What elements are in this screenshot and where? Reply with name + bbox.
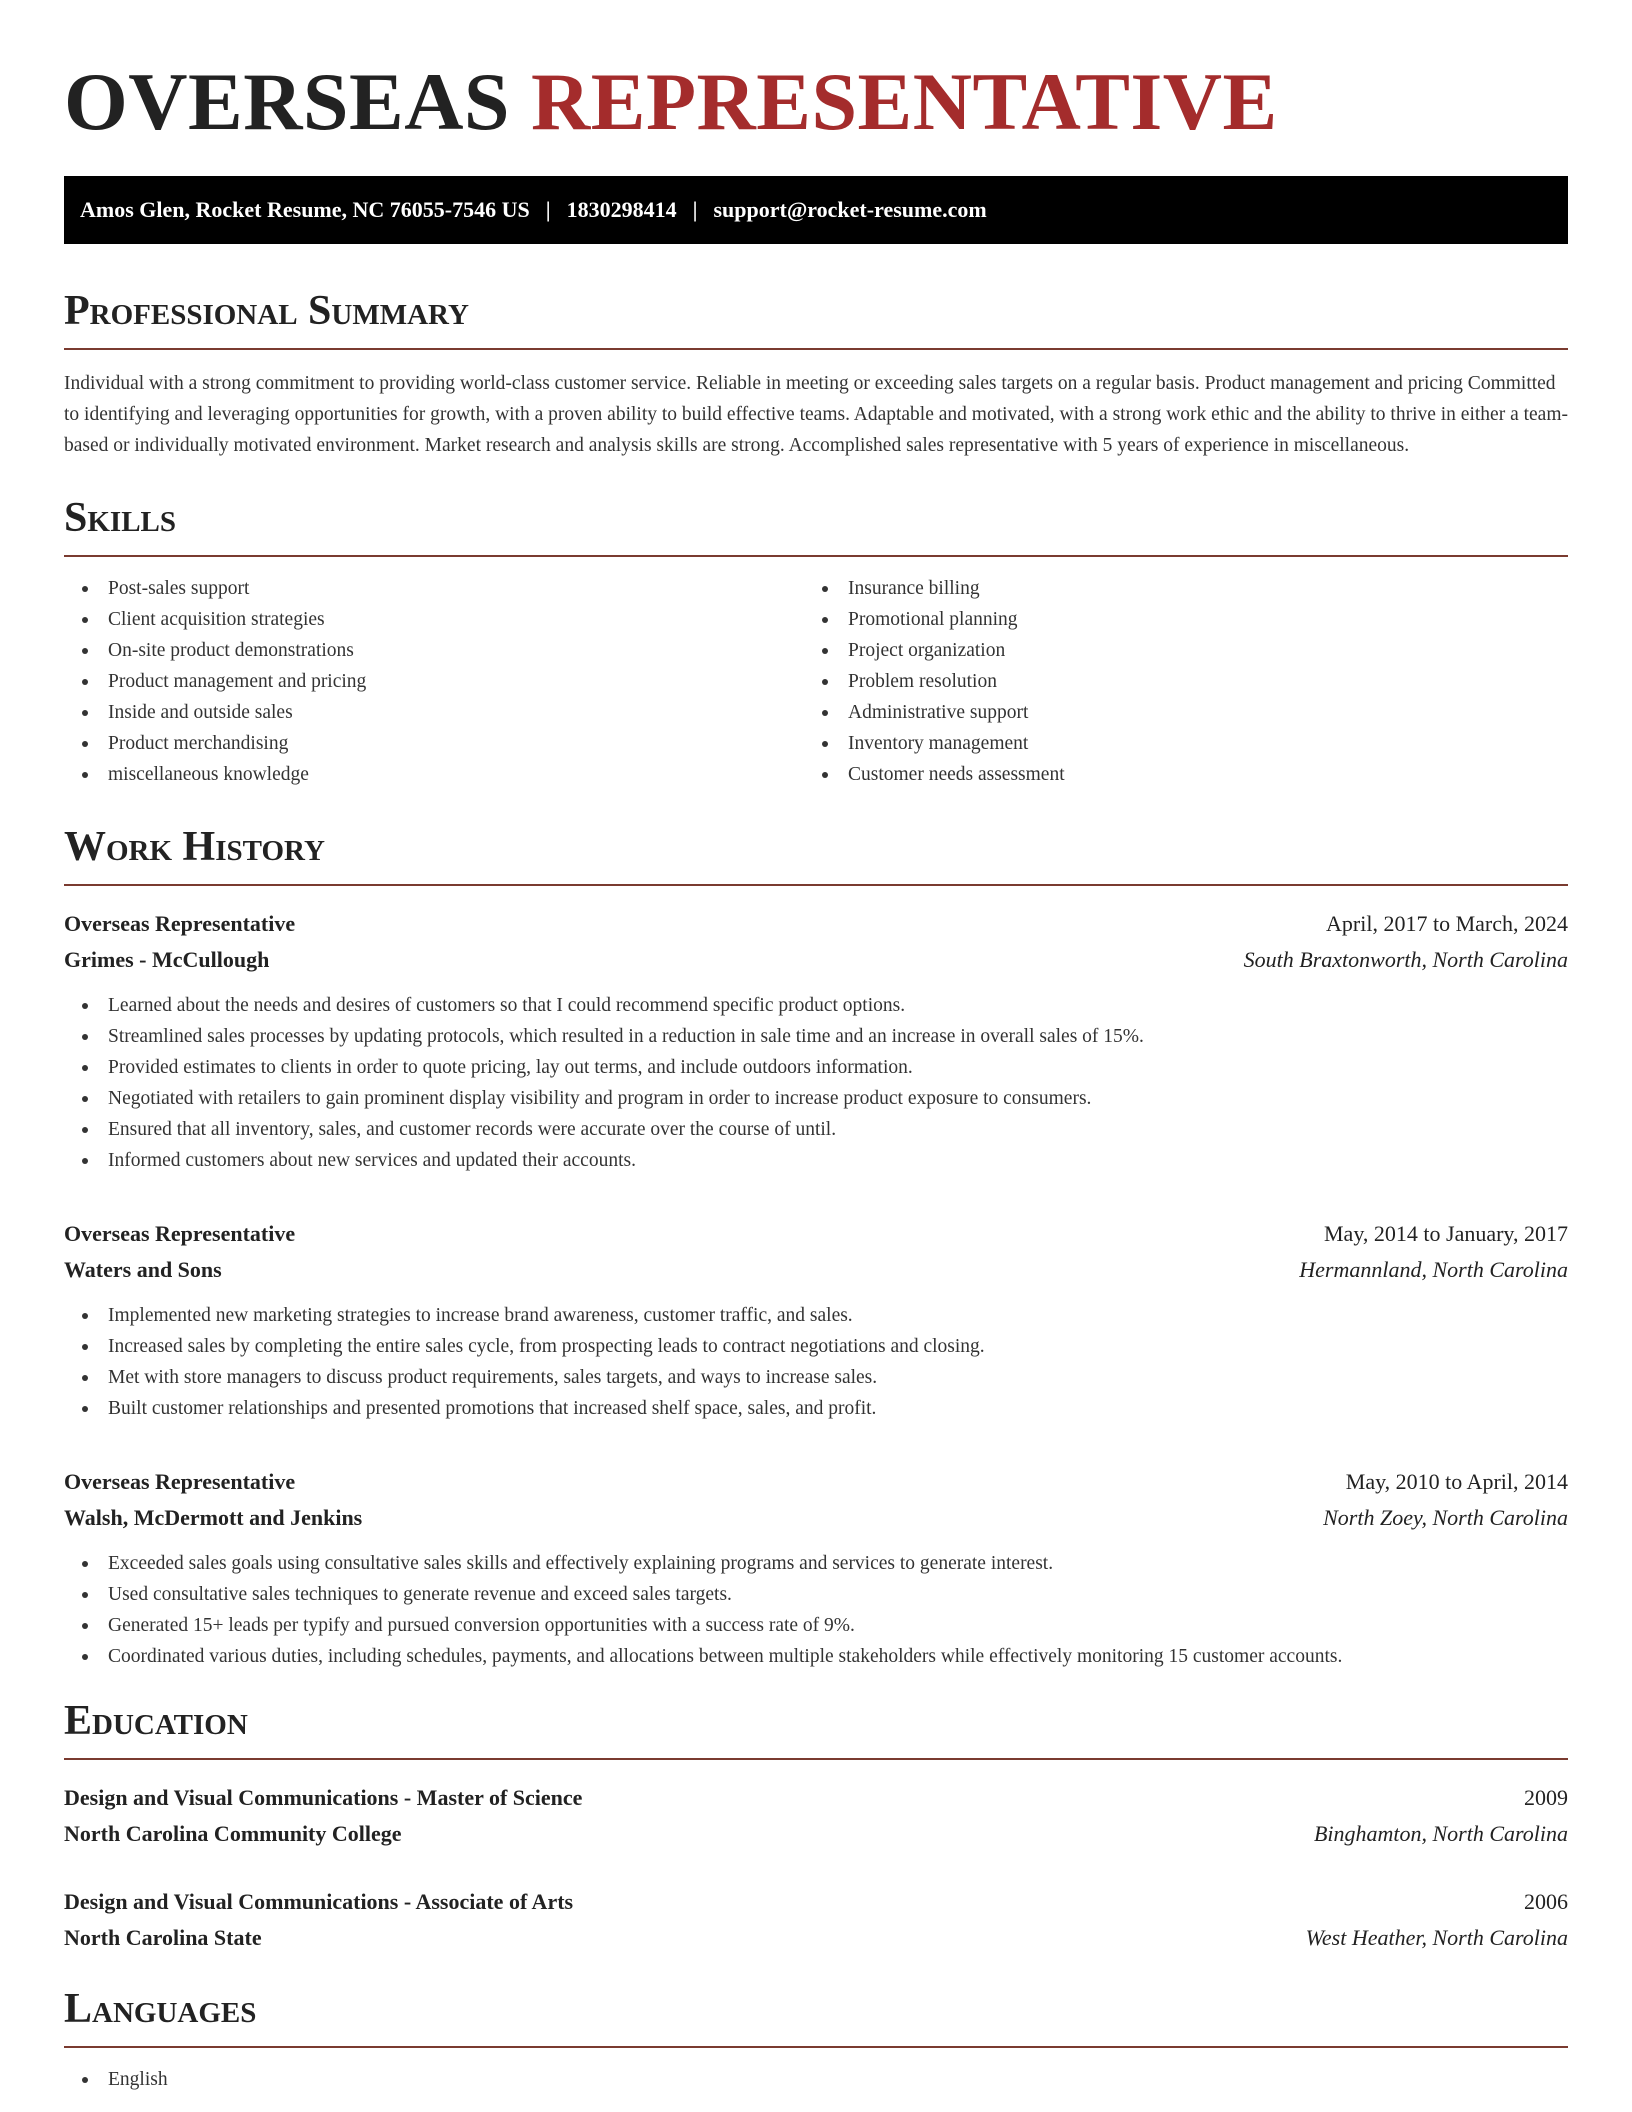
job-title: Overseas Representative bbox=[64, 911, 296, 936]
languages-heading: Languages bbox=[64, 1986, 1568, 2048]
skill-item: Post-sales support bbox=[64, 573, 804, 604]
languages-section bbox=[64, 1986, 1568, 2095]
job-bullet: Negotiated with retailers to gain prominent display visibility and program in order to increase product exposure to consumers. bbox=[64, 1083, 1568, 1114]
education-school-row bbox=[64, 1816, 1568, 1852]
contact-email: support@rocket-resume.com bbox=[713, 197, 987, 222]
job-bullet: Implemented new marketing strategies to increase brand awareness, customer traffic, and sales. bbox=[64, 1300, 1568, 1331]
skill-item: Problem resolution bbox=[804, 666, 1544, 697]
job-bullet: Met with store managers to discuss product requirements, sales targets, and ways to increase sales. bbox=[64, 1362, 1568, 1393]
education-degree: Design and Visual Communications - Associate of Arts bbox=[64, 1889, 574, 1914]
skill-item: Promotional planning bbox=[804, 604, 1544, 635]
job-company: Walsh, McDermott and Jenkins bbox=[64, 1505, 363, 1530]
skills-heading: Skills bbox=[64, 495, 1568, 557]
contact-bar bbox=[64, 176, 1568, 244]
job-dates: May, 2014 to January, 2017 bbox=[1324, 1221, 1568, 1246]
language-item: English bbox=[64, 2064, 1568, 2095]
title-first-word: OVERSEAS bbox=[64, 56, 511, 147]
education-year: 2009 bbox=[1524, 1785, 1568, 1810]
job-bullet: Streamlined sales processes by updating protocols, which resulted in a reduction in sale time and an increase in overall sales of 15%. bbox=[64, 1021, 1568, 1052]
job-bullet: Generated 15+ leads per typify and pursued conversion opportunities with a success rate of 9%. bbox=[64, 1610, 1568, 1641]
skill-item: Project organization bbox=[804, 635, 1544, 666]
job-entry bbox=[64, 906, 1568, 1176]
job-company-row bbox=[64, 942, 1568, 978]
skill-item: On-site product demonstrations bbox=[64, 635, 804, 666]
job-bullets bbox=[64, 1300, 1568, 1424]
education-degree-row bbox=[64, 1884, 1568, 1920]
education-entry bbox=[64, 1884, 1568, 1956]
skill-item: Insurance billing bbox=[804, 573, 1544, 604]
title-second-word: REPRESENTATIVE bbox=[531, 56, 1278, 147]
job-location: North Zoey, North Carolina bbox=[1323, 1505, 1568, 1530]
job-header-row bbox=[64, 1464, 1568, 1500]
job-company-row bbox=[64, 1500, 1568, 1536]
summary-text: Individual with a strong commitment to providing world-class customer service. Reliable in meeting or exceeding sales targets on a regular basis. Product management and pricing Committed to identifying and leveraging opportunities for growth, with a proven ability to build effective teams. Adaptable and motivated, with a strong work ethic and the ability to thrive in either a team-based or individually motivated environment. Market research and analysis skills are strong. Accomplished sales representative with 5 years of experience in miscellaneous. bbox=[64, 373, 1568, 456]
skill-item: Product merchandising bbox=[64, 728, 804, 759]
work-history-heading: Work History bbox=[64, 824, 1568, 886]
education-degree: Design and Visual Communications - Master of Science bbox=[64, 1785, 583, 1810]
job-dates: May, 2010 to April, 2014 bbox=[1345, 1469, 1568, 1494]
job-bullet: Increased sales by completing the entire sales cycle, from prospecting leads to contract negotiations and closing. bbox=[64, 1331, 1568, 1362]
job-location: South Braxtonworth, North Carolina bbox=[1243, 947, 1568, 972]
contact-separator: | bbox=[545, 197, 551, 222]
job-bullets bbox=[64, 1548, 1568, 1672]
job-bullet: Exceeded sales goals using consultative sales skills and effectively explaining programs and services to generate interest. bbox=[64, 1548, 1568, 1579]
contact-phone: 1830298414 bbox=[566, 197, 677, 222]
resume-title bbox=[64, 54, 1568, 150]
job-entry bbox=[64, 1464, 1568, 1672]
job-bullet: Provided estimates to clients in order to quote pricing, lay out terms, and include outdoors information. bbox=[64, 1052, 1568, 1083]
skills-list-left bbox=[64, 573, 804, 790]
job-entry bbox=[64, 1216, 1568, 1424]
skills-list-right bbox=[804, 573, 1544, 790]
education-entry bbox=[64, 1780, 1568, 1852]
job-bullet: Used consultative sales techniques to generate revenue and exceed sales targets. bbox=[64, 1579, 1568, 1610]
summary-section bbox=[64, 288, 1568, 461]
skill-item: Inventory management bbox=[804, 728, 1544, 759]
education-location: West Heather, North Carolina bbox=[1305, 1925, 1568, 1950]
job-bullet: Built customer relationships and presented promotions that increased shelf space, sales, and profit. bbox=[64, 1393, 1568, 1424]
skill-item: Client acquisition strategies bbox=[64, 604, 804, 635]
skill-item: Customer needs assessment bbox=[804, 759, 1544, 790]
skill-item: Administrative support bbox=[804, 697, 1544, 728]
contact-address: Amos Glen, Rocket Resume, NC 76055-7546 US bbox=[80, 197, 530, 222]
contact-separator: | bbox=[692, 197, 698, 222]
skill-item: Inside and outside sales bbox=[64, 697, 804, 728]
languages-list bbox=[64, 2064, 1568, 2095]
job-header-row bbox=[64, 906, 1568, 942]
job-bullets bbox=[64, 990, 1568, 1176]
job-company: Grimes - McCullough bbox=[64, 947, 270, 972]
job-location: Hermannland, North Carolina bbox=[1299, 1257, 1568, 1282]
job-title: Overseas Representative bbox=[64, 1469, 296, 1494]
education-school: North Carolina State bbox=[64, 1925, 262, 1950]
job-dates: April, 2017 to March, 2024 bbox=[1326, 911, 1568, 936]
work-history-section bbox=[64, 824, 1568, 1672]
job-company-row bbox=[64, 1252, 1568, 1288]
education-degree-row bbox=[64, 1780, 1568, 1816]
job-company: Waters and Sons bbox=[64, 1257, 222, 1282]
skills-section bbox=[64, 495, 1568, 790]
job-bullet: Informed customers about new services and updated their accounts. bbox=[64, 1145, 1568, 1176]
summary-heading: Professional Summary bbox=[64, 288, 1568, 350]
job-bullet: Ensured that all inventory, sales, and customer records were accurate over the course of until. bbox=[64, 1114, 1568, 1145]
skills-columns bbox=[64, 573, 1568, 790]
skill-item: Product management and pricing bbox=[64, 666, 804, 697]
job-bullet: Learned about the needs and desires of customers so that I could recommend specific product options. bbox=[64, 990, 1568, 1021]
education-location: Binghamton, North Carolina bbox=[1313, 1821, 1568, 1846]
job-header-row bbox=[64, 1216, 1568, 1252]
job-bullet: Coordinated various duties, including schedules, payments, and allocations between multiple stakeholders while effectively monitoring 15 customer accounts. bbox=[64, 1641, 1568, 1672]
education-year: 2006 bbox=[1524, 1889, 1568, 1914]
education-school: North Carolina Community College bbox=[64, 1821, 402, 1846]
education-school-row bbox=[64, 1920, 1568, 1956]
skill-item: miscellaneous knowledge bbox=[64, 759, 804, 790]
job-title: Overseas Representative bbox=[64, 1221, 296, 1246]
education-section bbox=[64, 1698, 1568, 1956]
education-heading: Education bbox=[64, 1698, 1568, 1760]
